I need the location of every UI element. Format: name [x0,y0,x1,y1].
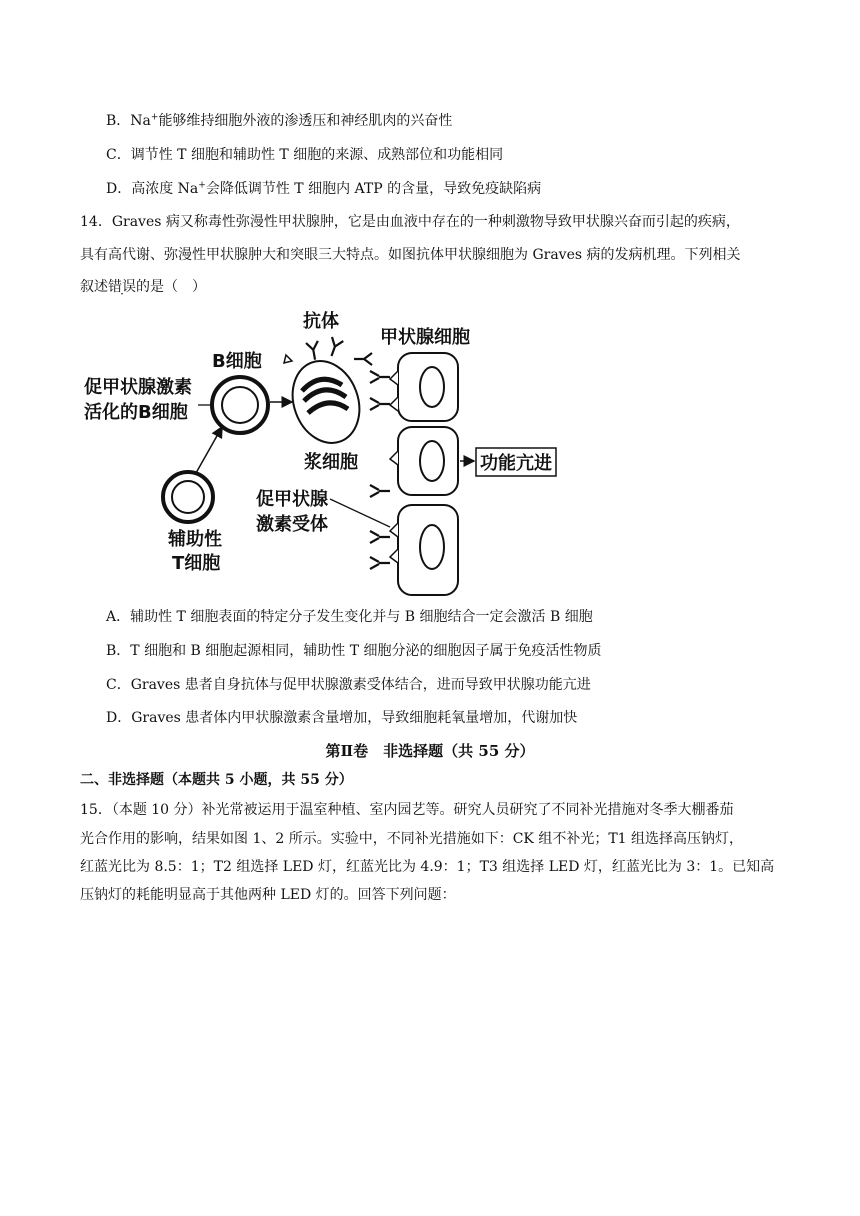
function-hyperactive-label: 功能亢进 [480,453,552,474]
q14-option-c: C．Graves 患者自身抗体与促甲状腺激素受体结合，进而导致甲状腺功能亢进 [106,677,591,693]
antibody-icon [370,485,390,497]
q15-line2: 光合作用的影响，结果如图 1、2 所示。实验中，不同补光措施如下：CK 组不补光；T1 组选择高压钠灯， [80,831,744,847]
q15-line1: 15．（本题 10 分）补光常被运用于温室种植、室内园艺等。研究人员研究了不同补光措施对冬季大棚番茄 [80,802,734,818]
q14-stem-line3: 叙述错误的是（ ） [80,279,206,295]
q14-option-a: A．辅助性 T 细胞表面的特定分子发生变化并与 B 细胞结合一定会激活 B 细胞 [106,609,593,625]
q15-line4: 压钠灯的耗能明显高于其他两种 LED 灯的。回答下列问题： [80,887,456,903]
q15-line3: 红蓝光比为 8.5：1；T2 组选择 LED 灯，红蓝光比为 4.9：1；T3 组选择 LED 灯，红蓝光比为 3：1。已知高 [80,859,775,875]
thyroid-cell [398,427,458,495]
antibody-label: 抗体 [303,311,339,332]
q14-stem-line2: 具有高代谢、弥漫性甲状腺肿大和突眼三大特点。如图抗体甲状腺细胞为 Graves 病的发病机理。下列相关 [80,247,741,263]
b-cell [212,377,268,433]
antibody-icon [370,531,390,543]
q14-option-d: D．Graves 患者体内甲状腺激素含量增加，导致细胞耗氧量增加，代谢加快 [106,710,578,726]
antibody-icon [370,371,390,383]
helper-t-label-2: T细胞 [172,553,221,574]
antibody-icon [370,557,390,569]
plasma-cell-label: 浆细胞 [304,452,358,473]
antibody-icon [306,341,321,361]
receptor-label-1: 促甲状腺 [256,489,328,510]
receptor-label-2: 激素受体 [256,514,328,535]
helper-t-label-1: 辅助性 [168,529,222,550]
thyroid-cell [398,353,458,421]
helper-t-cell [163,472,213,522]
section-title: 第Ⅱ卷 非选择题（共 55 分） [325,742,535,760]
antibody-icon [354,353,372,365]
graves-mechanism-diagram [80,305,560,605]
antibody-icon [326,337,343,358]
q13-option-c: C．调节性 T 细胞和辅助性 T 细胞的来源、成熟部位和功能相同 [106,147,504,163]
q14-option-b: B．T 细胞和 B 细胞起源相同，辅助性 T 细胞分泌的细胞因子属于免疫活性物质 [106,643,602,659]
b-cell-label: B细胞 [212,351,262,372]
section-heading: 二、非选择题（本题共 5 小题，共 55 分） [80,772,353,788]
q13-option-d: D．高浓度 Na+会降低调节性 T 细胞内 ATP 的含量，导致免疫缺陷病 [106,180,542,197]
emphasis-word: 错误 [108,279,136,295]
activated-b-cell-label-2: 活化的B细胞 [84,402,188,423]
activated-b-cell-label-1: 促甲状腺激素 [84,377,192,398]
thyroid-cell [398,505,458,595]
thyroid-cell-label: 甲状腺细胞 [380,327,470,348]
antibody-icon [370,398,390,410]
q13-option-b: B．Na+能够维持细胞外液的渗透压和神经肌肉的兴奋性 [106,112,453,129]
q14-stem-line1: 14．Graves 病又称毒性弥漫性甲状腺肿，它是由血液中存在的一种刺激物导致甲状腺兴奋而引起的疾病， [80,214,740,230]
